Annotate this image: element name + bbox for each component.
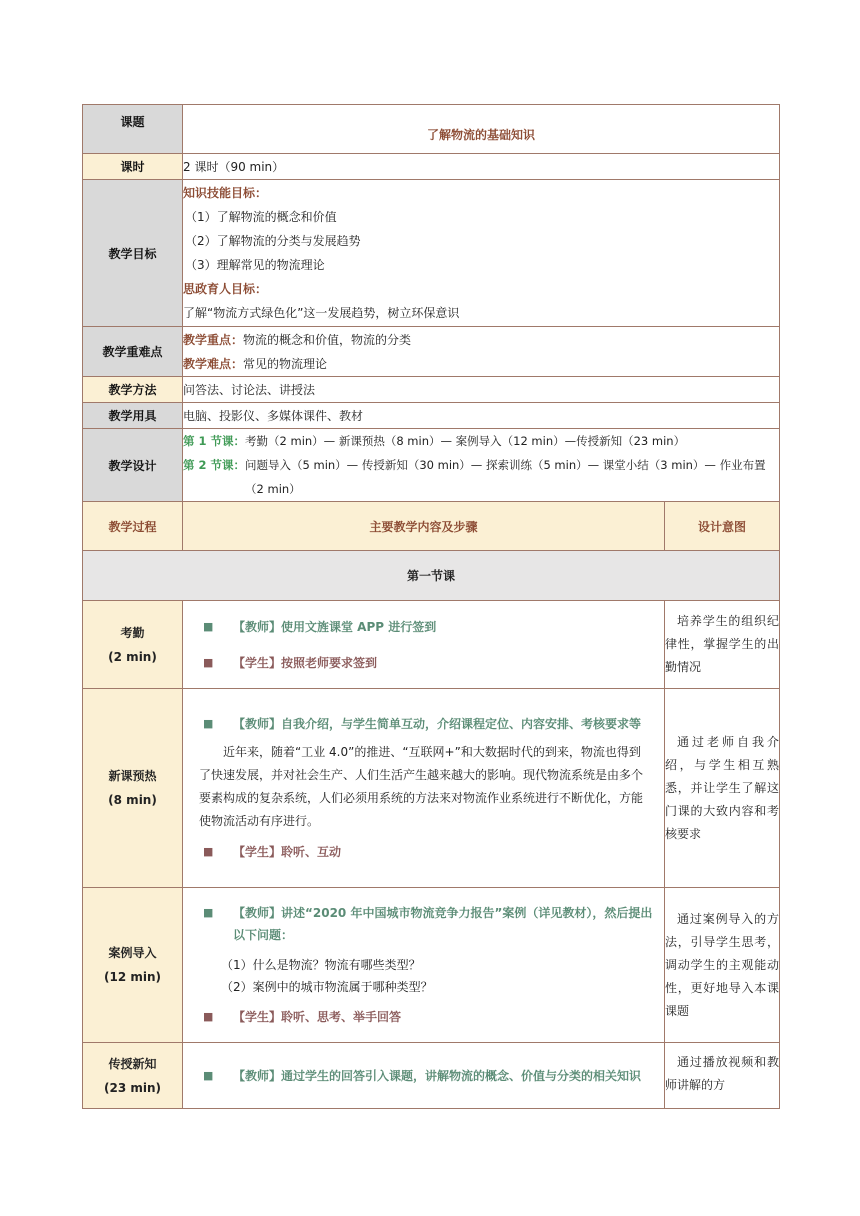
teacher-bullet	[183, 1065, 664, 1087]
goals-knowledge-item: （2）了解物流的分类与发展趋势	[185, 234, 361, 248]
bullet-square-icon: ■	[203, 845, 214, 858]
process-intent: 培养学生的组织纪律性，掌握学生的出勤情况	[665, 601, 780, 689]
process-step-time: (8 min)	[108, 793, 157, 807]
hours-label: 课时	[83, 154, 183, 180]
process-step-cell	[83, 888, 183, 1043]
student-bullet	[183, 652, 664, 674]
col-process-header: 教学过程	[83, 502, 183, 551]
process-step-time: (2 min)	[108, 649, 157, 664]
lesson-plan-table	[82, 104, 780, 1109]
process-content-cell	[183, 601, 665, 689]
bullet-square-icon: ■	[203, 906, 214, 919]
process-step-time: (12 min)	[103, 970, 161, 984]
process-step-cell	[83, 689, 183, 888]
col-intent-header: 设计意图	[665, 502, 780, 551]
method-row	[83, 377, 780, 403]
key-label: 教学重难点	[83, 327, 183, 377]
goals-knowledge-title: 知识技能目标：	[183, 186, 268, 200]
process-intent: 通过案例导入的方法，引导学生思考，调动学生的主观能动性，更好地导入本课课题	[665, 888, 780, 1043]
goals-label: 教学目标	[83, 180, 183, 327]
process-row	[83, 689, 780, 888]
process-step-time: (23 min)	[103, 1080, 161, 1095]
goals-ideology-text: 了解“物流方式绿色化”这一发展趋势，树立环保意识	[183, 306, 460, 320]
process-row	[83, 1043, 780, 1109]
process-step-name: 考勤	[120, 625, 145, 640]
bullet-square-icon: ■	[203, 1068, 214, 1082]
design-lesson2-text: 问题导入（5 min）— 传授新知（30 min）— 探索训练（5 min）— 课堂小结（3 min）— 作业布置（2 min）	[245, 458, 766, 496]
tools-label: 教学用具	[83, 403, 183, 429]
process-intent: 通过老师自我介绍，与学生相互熟悉，并让学生了解这门课的大致内容和考核要求	[665, 689, 780, 888]
student-text: 【学生】按照老师要求签到	[233, 655, 378, 670]
process-step-name: 新课预热	[108, 769, 157, 783]
topic-label: 课题	[83, 105, 183, 154]
process-row	[83, 601, 780, 689]
design-label: 教学设计	[83, 429, 183, 502]
process-step-name: 案例导入	[108, 946, 157, 960]
key-content	[183, 327, 780, 377]
bullet-square-icon: ■	[203, 717, 214, 730]
process-content-cell	[183, 888, 665, 1043]
section-row	[83, 551, 780, 601]
tools-row	[83, 403, 780, 429]
bullet-square-icon: ■	[203, 619, 214, 633]
goals-knowledge-item: （1）了解物流的概念和价值	[185, 210, 337, 224]
student-bullet	[183, 1006, 664, 1028]
key-difficulty-title: 教学难点：	[183, 356, 244, 371]
bullet-square-icon: ■	[203, 655, 214, 669]
process-intent: 通过播放视频和教师讲解的方	[665, 1043, 780, 1109]
teacher-text: 【教师】讲述“2020 年中国城市物流竞争力报告”案例（详见教材），然后提出以下问题：	[233, 906, 653, 942]
teacher-bullet	[183, 713, 664, 735]
student-bullet	[183, 841, 664, 863]
design-content	[183, 429, 780, 502]
intro-paragraph: 近年来，随着“工业 4.0”的推进、“互联网+”和大数据时代的到来，物流也得到了快速发展，并对社会生产、人们生活产生越来越大的影响。现代物流系统是由多个要素构成的复杂系统，人们必须用系统的方法来对物流作业系统进行不断优化，方能使物流活动有序进行。	[199, 745, 644, 828]
topic-row	[83, 105, 780, 154]
goals-content	[183, 180, 780, 327]
key-focus-text: 物流的概念和价值，物流的分类	[243, 332, 412, 347]
teacher-bullet	[183, 902, 664, 946]
teacher-text: 【教师】使用文旌课堂 APP 进行签到	[233, 619, 437, 634]
design-lesson1-text: 考勤（2 min）— 新课预热（8 min）— 案例导入（12 min）—传授新知（23 min）	[245, 434, 686, 448]
teacher-text: 【教师】通过学生的回答引入课题，讲解物流的概念、价值与分类的相关知识	[233, 1068, 642, 1083]
process-content-cell	[183, 1043, 665, 1109]
key-difficulty-text: 常见的物流理论	[243, 356, 328, 371]
section-title: 第一节课	[83, 551, 780, 601]
key-focus-title: 教学重点：	[183, 332, 244, 347]
process-step-name: 传授新知	[108, 1056, 157, 1071]
goals-ideology-title: 思政育人目标：	[183, 282, 268, 296]
teacher-bullet	[183, 616, 664, 638]
teacher-text: 【教师】自我介绍，与学生简单互动，介绍课程定位、内容安排、考核要求等	[233, 717, 642, 731]
process-step-cell	[83, 601, 183, 689]
col-content-header: 主要教学内容及步骤	[183, 502, 665, 551]
method-label: 教学方法	[83, 377, 183, 403]
goals-row	[83, 180, 780, 327]
case-question: （1）什么是物流？物流有哪些类型？	[221, 958, 421, 972]
method-value: 问答法、讨论法、讲授法	[183, 377, 780, 403]
bullet-square-icon: ■	[203, 1010, 214, 1023]
topic-title: 了解物流的基础知识	[183, 105, 780, 154]
process-row	[83, 888, 780, 1043]
student-text: 【学生】聆听、互动	[233, 845, 342, 859]
hours-value: 2 课时（90 min）	[183, 154, 780, 180]
design-lesson2-title: 第 2 节课：	[183, 458, 246, 472]
tools-value: 电脑、投影仪、多媒体课件、教材	[183, 403, 780, 429]
process-content-cell	[183, 689, 665, 888]
design-row	[83, 429, 780, 502]
design-lesson1-title: 第 1 节课：	[183, 434, 246, 448]
goals-knowledge-item: （3）理解常见的物流理论	[185, 258, 325, 272]
hours-row	[83, 154, 780, 180]
process-header-row	[83, 502, 780, 551]
key-row	[83, 327, 780, 377]
process-step-cell	[83, 1043, 183, 1109]
student-text: 【学生】聆听、思考、举手回答	[233, 1010, 402, 1024]
case-question: （2）案例中的城市物流属于哪种类型？	[221, 980, 433, 994]
